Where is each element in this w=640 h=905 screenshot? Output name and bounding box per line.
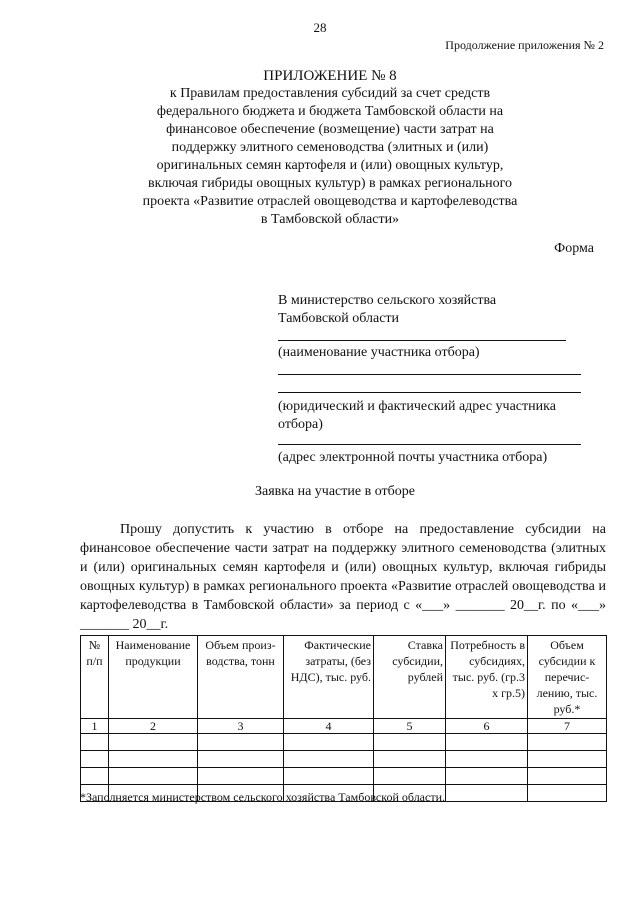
email-line[interactable]	[278, 444, 581, 445]
table-row[interactable]	[81, 768, 607, 785]
participant-name-caption: (наименование участника отбора)	[278, 345, 480, 360]
address-caption-2: отбора)	[278, 417, 323, 432]
appendix-description: к Правилам предоставления субсидий за счет средств федерального бюджета и бюджета Тамбовской области на финансовое обеспечение (возмещение) части затрат на поддержку элитного семеноводства (элитных и (или) оригинальных семян картофеля и (или) овощных культур, включая гибриды овощных культур) в рамках регионального проекта «Развитие отраслей овощеводства и картофелеводства в Тамбовской области»	[142, 86, 518, 227]
column-number: 3	[198, 719, 284, 734]
address-caption-1: (юридический и фактический адрес участника	[278, 399, 556, 414]
column-number-row	[81, 719, 607, 734]
column-number: 6	[446, 719, 528, 734]
addressee-line-2: Тамбовской области	[278, 311, 400, 326]
header-subsidy-need: Потребность в субсидиях, тыс. руб. (гр.3 х гр.5)	[446, 636, 528, 719]
subsidy-table	[80, 635, 607, 802]
address-line-1[interactable]	[278, 374, 581, 375]
header-subsidy-rate: Ставка субсидии, рублей	[374, 636, 446, 719]
footnote: *Заполняется министерством сельского хозяйства Тамбовской области.	[80, 790, 446, 804]
column-number: 4	[284, 719, 374, 734]
request-paragraph: Прошу допустить к участию в отборе на предоставление субсидии на финансовое обеспечение части затрат на поддержку элитного семеноводства (элитных и (или) оригинальных семян картофеля и (или) овощных культур, включая гибриды овощных культур) в рамках регионального проекта «Развитие отраслей овощеводства и картофелеводства в Тамбовской области» за период с «___» _______ 20__г. по «___» _______ 20__г.	[80, 522, 606, 632]
column-number: 7	[528, 719, 607, 734]
column-number: 1	[81, 719, 109, 734]
table-row[interactable]	[81, 751, 607, 768]
continuation-note: Продолжение приложения № 2	[445, 38, 604, 52]
column-number: 2	[109, 719, 198, 734]
page-number: 28	[313, 20, 327, 35]
document-heading: Заявка на участие в отборе	[255, 484, 415, 499]
table-row[interactable]	[81, 734, 607, 751]
header-volume: Объем произ-водства, тонн	[198, 636, 284, 719]
header-actual-costs: Фактические затраты, (без НДС), тыс. руб.	[284, 636, 374, 719]
header-subsidy-transfer: Объем субсидии к перечис-лению, тыс. руб.*	[528, 636, 607, 719]
appendix-title: ПРИЛОЖЕНИЕ № 8	[263, 68, 397, 84]
table-header-row	[81, 636, 607, 719]
column-number: 5	[374, 719, 446, 734]
header-number: № п/п	[81, 636, 109, 719]
address-line-2[interactable]	[278, 392, 581, 393]
header-product: Наименование продукции	[109, 636, 198, 719]
form-label: Форма	[554, 241, 594, 256]
participant-name-line[interactable]	[278, 340, 566, 341]
email-caption: (адрес электронной почты участника отбора)	[278, 450, 548, 465]
addressee-block	[278, 292, 583, 328]
addressee-line-1: В министерство сельского хозяйства	[278, 293, 497, 308]
request-body	[80, 520, 606, 634]
